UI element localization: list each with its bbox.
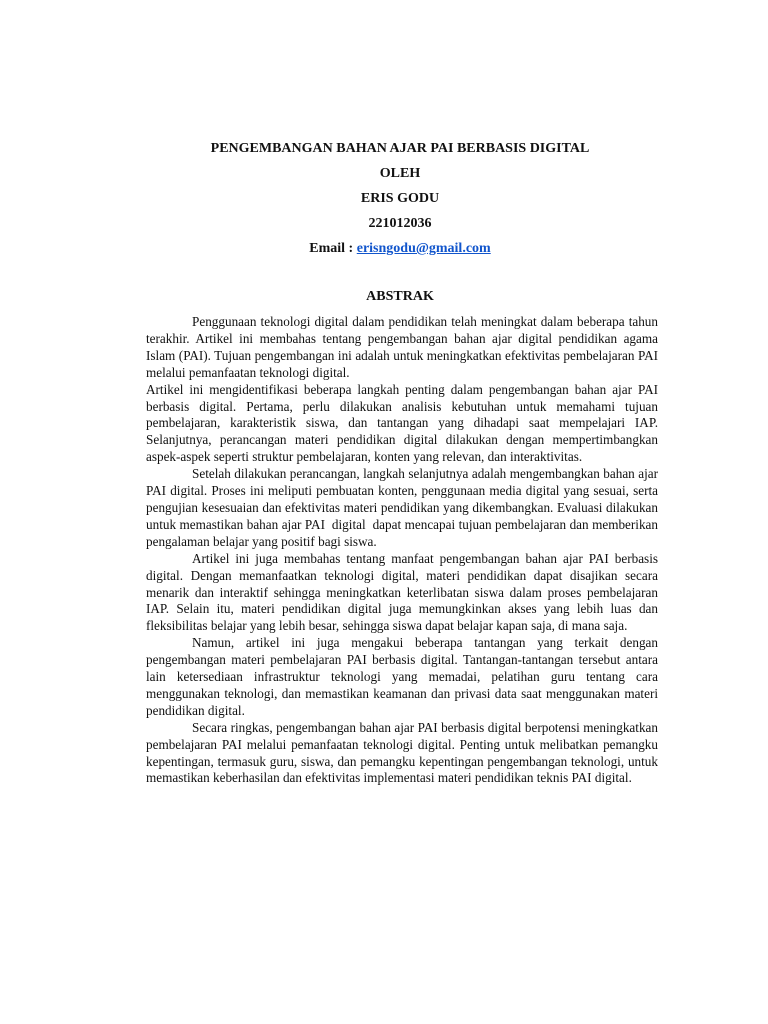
student-id: 221012036 — [368, 216, 432, 231]
abstract-paragraph: Secara ringkas, pengembangan bahan ajar PAI berbasis digital berpotensi meningkatkan pembelajaran PAI melalui pemanfaatan teknologi digital. Penting untuk melibatkan pemangku kepentingan, termasuk guru, siswa, dan pemangku kepentingan pengembangan teknologi, untuk memastikan keberhasilan dan efektivitas implementasi materi pendidikan teknis PAI digital. — [146, 719, 658, 786]
abstract-body — [146, 314, 662, 787]
email-link[interactable]: erisngodu@gmail.com — [356, 241, 491, 256]
abstract-paragraph: Penggunaan teknologi digital dalam pendidikan telah meningkat dalam beberapa tahun terakhir. Artikel ini membahas tentang pengembangan bahan ajar digital pendidikan agama Islam (PAI). Tujuan pengembangan ini adalah untuk meningkatkan efektivitas pembelajaran PAI melalui pemanfaatan teknologi digital. — [146, 314, 658, 380]
abstract-paragraph: Artikel ini juga membahas tentang manfaat pengembangan bahan ajar PAI berbasis digital. Dengan memanfaatkan teknologi digital, materi pendidikan dapat disajikan secara menarik dan interaktif sehingga meningkatkan keterlibatan siswa dalam proses pembelajaran IAP. Selain itu, materi pendidikan digital juga memungkinkan akses yang lebih luas dan fleksibilitas belajar yang lebih besar, sehingga siswa dapat belajar kapan saja, di mana saja. — [146, 550, 658, 634]
abstract-paragraph: Namun, artikel ini juga mengakui beberapa tantangan yang terkait dengan pengembangan materi pembelajaran PAI berbasis digital. Tantangan-tantangan tersebut antara lain ketersediaan infrastruktur teknologi yang memadai, pelatihan guru tentang cara menggunakan teknologi, dan memastikan keamanan dan privasi data saat menggunakan materi pendidikan digital. — [146, 635, 658, 718]
author-name: ERIS GODU — [360, 191, 440, 206]
document-title: PENGEMBANGAN BAHAN AJAR PAI BERBASIS DIGITAL — [210, 141, 590, 156]
email-label: Email : — [309, 241, 357, 256]
abstract-paragraph: Setelah dilakukan perancangan, langkah selanjutnya adalah mengembangkan bahan ajar PAI digital. Proses ini meliputi pembuatan konten, penggunaan media digital yang sesuai, serta pengujian kesesuaian dan efektivitas materi pendidikan yang dikembangkan. Evaluasi dilakukan untuk memastikan bahan ajar PAI digital dapat mencapai tujuan pembelajaran dan memberikan pengalaman belajar yang positif bagi siswa. — [146, 466, 662, 549]
abstract-paragraph: Artikel ini mengidentifikasi beberapa langkah penting dalam pengembangan bahan ajar PAI berbasis digital. Pertama, perlu dilakukan analisis kebutuhan untuk memahami tujuan pembelajaran, karakteristik siswa, dan tantangan yang dihadapi saat mempelajari IAP. Selanjutnya, perancangan materi pendidikan digital dilakukan dengan mempertimbangkan aspek-aspek seperti struktur pembelajaran, konten yang relevan, dan interaktivitas. — [146, 381, 658, 465]
document-header — [0, 136, 768, 261]
email-line — [0, 236, 768, 261]
by-label: OLEH — [379, 166, 421, 181]
abstract-heading: ABSTRAK — [366, 289, 434, 304]
